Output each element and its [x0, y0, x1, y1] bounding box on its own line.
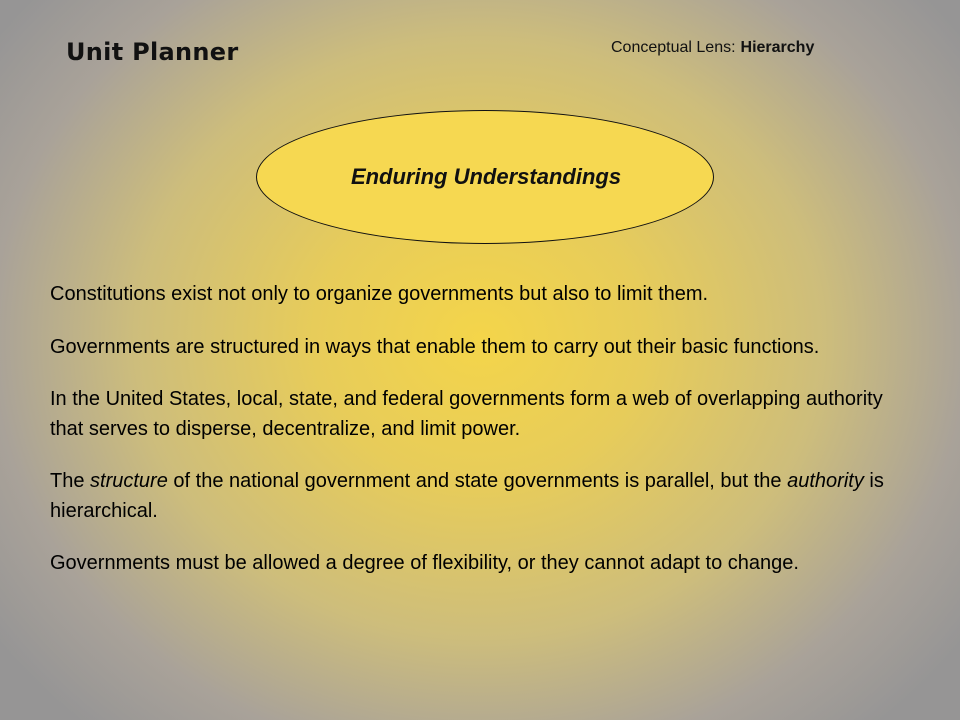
- understanding-item: Constitutions exist not only to organize governments but also to limit them.: [50, 283, 709, 305]
- ellipse-label: Enduring Understandings: [350, 164, 622, 189]
- page-title: Unit Planner: [66, 38, 239, 66]
- enduring-understandings-ellipse: [256, 110, 714, 244]
- understanding-text-segment: The: [50, 470, 91, 492]
- understanding-item: Governments are structured in ways that enable them to carry out their basic functions.: [50, 335, 820, 358]
- understanding-emphasis-authority: authority: [787, 470, 864, 492]
- understanding-text-segment: of the national government and state governments is parallel, but the: [167, 470, 788, 492]
- understanding-item: Governments must be allowed a degree of flexibility, or they cannot adapt to change.: [50, 552, 799, 574]
- conceptual-lens: [611, 39, 814, 57]
- understanding-item: In the United States, local, state, and federal governments form a web of overlapping authority that serves to disperse, decentralize, and limit power.: [50, 388, 883, 440]
- conceptual-lens-value: Hierarchy: [740, 39, 815, 56]
- conceptual-lens-label: Conceptual Lens:: [611, 39, 736, 56]
- understandings-list: [50, 280, 920, 602]
- understanding-text-segment: is hierarchical.: [50, 470, 884, 522]
- understanding-item: [50, 467, 920, 526]
- understanding-emphasis-structure: structure: [90, 470, 168, 492]
